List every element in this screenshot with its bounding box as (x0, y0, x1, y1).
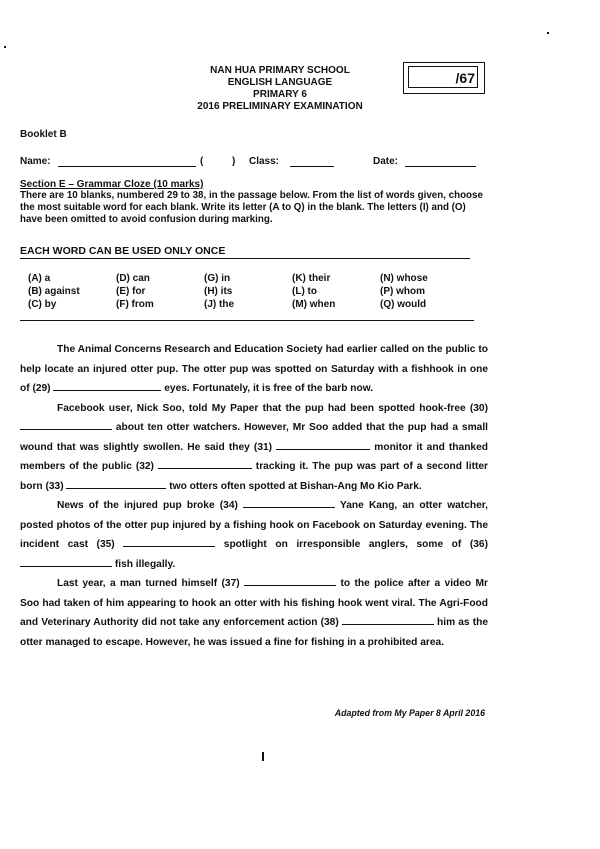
options-row (28, 298, 468, 311)
option-d: (D) can (116, 273, 150, 284)
passage-text: News of the injured pup broke (34) (57, 500, 238, 511)
paragraph (20, 340, 488, 399)
passage-text: Facebook user, Nick Soo, told My Paper that the pup had been spotted hook-free (30) (57, 402, 488, 414)
blank-33[interactable] (66, 477, 166, 489)
option-k: (K) their (292, 273, 331, 284)
paragraph (20, 496, 488, 574)
option-g: (G) in (204, 273, 231, 284)
passage-text: two otters often spotted at Bishan-Ang Mo Kio Park. (169, 480, 422, 492)
score-box (403, 62, 485, 94)
passage-text: Yane Kang, an otter watcher, posted photos of the otter pup injured by a fishing hook on Facebook on Saturday evening. The incident cast (35) (20, 500, 488, 550)
blank-31[interactable] (276, 438, 370, 450)
passage-text: The Animal Concerns Research and Education Society had earlier called on the public to help locate an injured otter pup. The otter pup was spotted on Saturday with a fishhook in one of (29) (20, 344, 488, 394)
divider (20, 320, 474, 321)
name-label: Name: (20, 156, 51, 167)
blank-32[interactable] (158, 457, 252, 469)
passage-text: eyes. Fortunately, it is free of the barb now. (164, 383, 374, 394)
blank-34[interactable] (243, 496, 335, 508)
option-f: (F) from (116, 299, 154, 310)
options-row (28, 285, 468, 298)
section-instructions: There are 10 blanks, numbered 29 to 38, in the passage below. From the list of words given, choose the most suitable word for each blank. Write its letter (A to Q) in the blank. The letters (I) and (O) have been omitted to avoid confusion during marking. (20, 190, 483, 225)
blank-37[interactable] (244, 574, 336, 586)
option-q: (Q) would (380, 299, 427, 310)
cloze-passage (20, 340, 488, 652)
date-label: Date: (373, 156, 399, 167)
subject-title: ENGLISH LANGUAGE (227, 77, 333, 88)
once-rule: EACH WORD CAN BE USED ONLY ONCE (20, 245, 226, 257)
name-field[interactable] (58, 166, 196, 167)
passage-text: monitor it and thanked members of the public (32) (20, 441, 488, 472)
paragraph (20, 574, 488, 652)
options-row (28, 272, 468, 285)
class-field[interactable] (290, 166, 334, 167)
passage-text: him as the otter managed to escape. However, he was issued a fine for fishing in a prohibited area. (20, 617, 488, 648)
blank-30[interactable] (20, 418, 112, 430)
scan-mark (262, 752, 264, 761)
booklet-label: Booklet B (20, 129, 67, 140)
scan-speck (547, 32, 549, 34)
blank-38[interactable] (342, 613, 434, 625)
class-label: Class: (249, 156, 280, 167)
register-open-paren: ( (200, 156, 204, 167)
option-m: (M) when (292, 299, 336, 310)
option-p: (P) whom (380, 286, 425, 297)
passage-text: spotlight on irresponsible anglers, some of (36) (223, 539, 488, 550)
passage-text: to the police after a video Mr Soo had taken of him appearing to hook an otter with his fishing hook went viral. The Agri-Food and Veterinary Authority did not take any enforcement action (38) (20, 578, 488, 628)
blank-35[interactable] (123, 535, 215, 547)
option-l: (L) to (292, 286, 317, 297)
passage-text: tracking it. The pup was part of a second litter born (33) (20, 461, 488, 492)
option-b: (B) against (28, 286, 80, 297)
level-title: PRIMARY 6 (253, 89, 307, 100)
divider (20, 258, 470, 259)
blank-29[interactable] (53, 379, 161, 391)
option-n: (N) whose (380, 273, 428, 284)
word-options (28, 272, 468, 311)
exam-title: 2016 PRELIMINARY EXAMINATION (197, 101, 363, 112)
score-total: /67 (408, 66, 478, 88)
register-close-paren: ) (232, 156, 236, 167)
passage-text: Last year, a man turned himself (37) (57, 578, 240, 589)
source-credit: Adapted from My Paper 8 April 2016 (334, 708, 485, 718)
school-name: NAN HUA PRIMARY SCHOOL (210, 65, 350, 76)
blank-36[interactable] (20, 555, 112, 567)
option-e: (E) for (116, 286, 146, 297)
paragraph (20, 399, 488, 497)
option-c: (C) by (28, 299, 57, 310)
option-h: (H) its (204, 286, 233, 297)
passage-text: fish illegally. (114, 558, 176, 570)
scan-speck (4, 46, 6, 48)
passage-text: about ten otter watchers. However, Mr Soo added that the pup had a small wound that was slightly swollen. He said they (31) (20, 422, 488, 453)
section-title: Section E – Grammar Cloze (10 marks) (20, 179, 204, 190)
date-field[interactable] (405, 166, 476, 167)
option-a: (A) a (28, 273, 51, 284)
option-j: (J) the (204, 299, 234, 310)
